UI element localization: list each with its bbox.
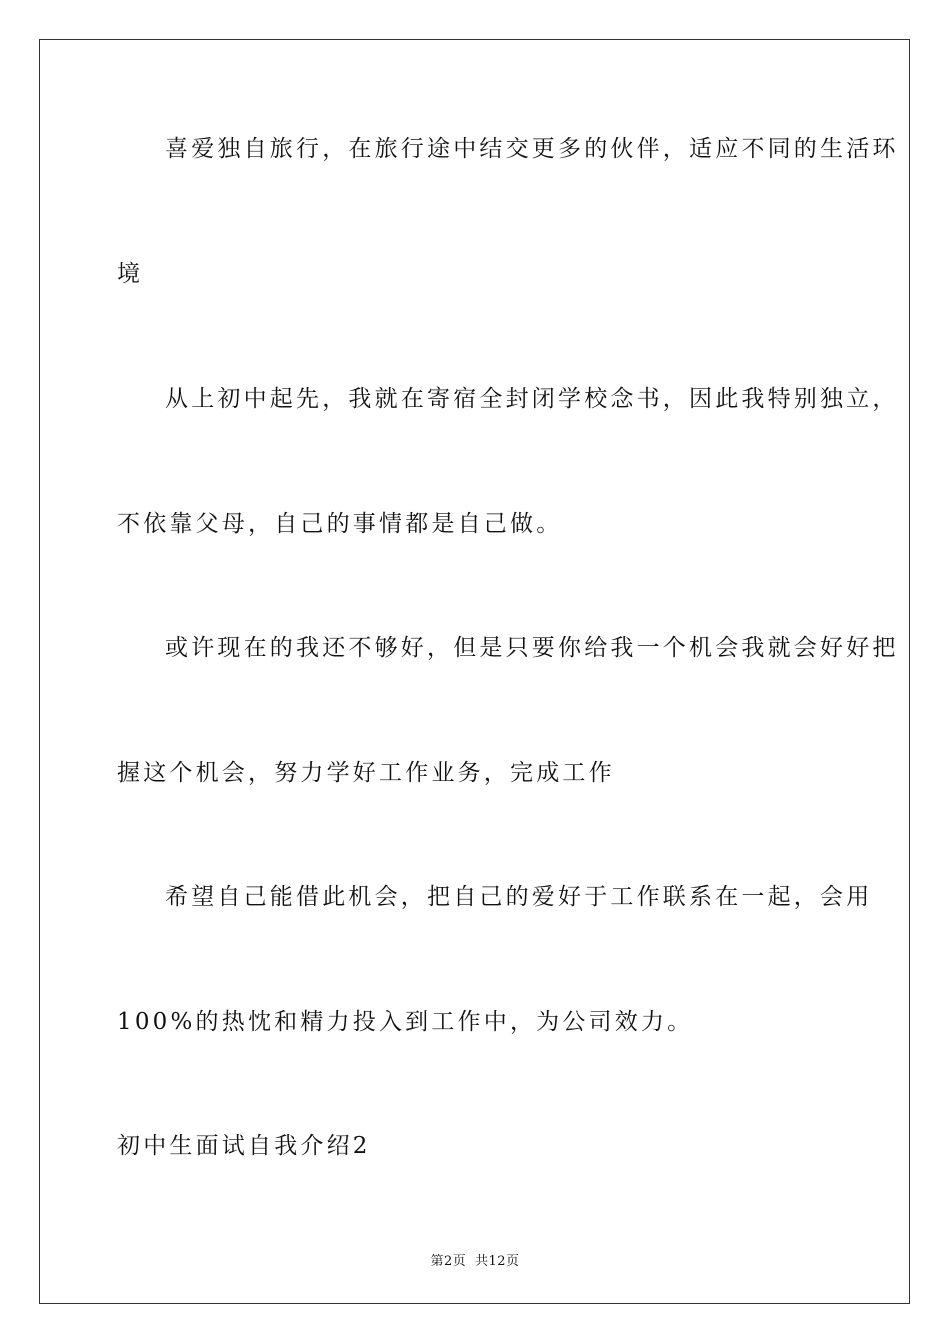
paragraph-3-line-2: 握这个机会，努力学好工作业务，完成工作 <box>117 760 615 786</box>
section-heading: 初中生面试自我介绍2 <box>117 1133 371 1159</box>
paragraph-4-line-1: 希望自己能借此机会，把自己的爱好于工作联系在一起，会用 <box>165 884 873 910</box>
paragraph-4-line-2: 100%的热忱和精力投入到工作中，为公司效力。 <box>117 1009 694 1035</box>
paragraph-2-line-1: 从上初中起先，我就在寄宿全封闭学校念书，因此我特别独立， <box>165 386 899 412</box>
page-total: 共12页 <box>474 1254 520 1269</box>
page-number: 第2页 <box>430 1254 467 1269</box>
paragraph-3-line-1: 或许现在的我还不够好，但是只要你给我一个机会我就会好好把 <box>165 635 899 661</box>
page-border <box>39 39 910 1304</box>
page-footer <box>0 1250 950 1269</box>
paragraph-1-line-2: 境 <box>117 261 144 287</box>
paragraph-1-line-1: 喜爱独自旅行，在旅行途中结交更多的伙伴，适应不同的生活环 <box>165 136 899 162</box>
paragraph-2-line-2: 不依靠父母，自己的事情都是自己做。 <box>117 511 563 537</box>
